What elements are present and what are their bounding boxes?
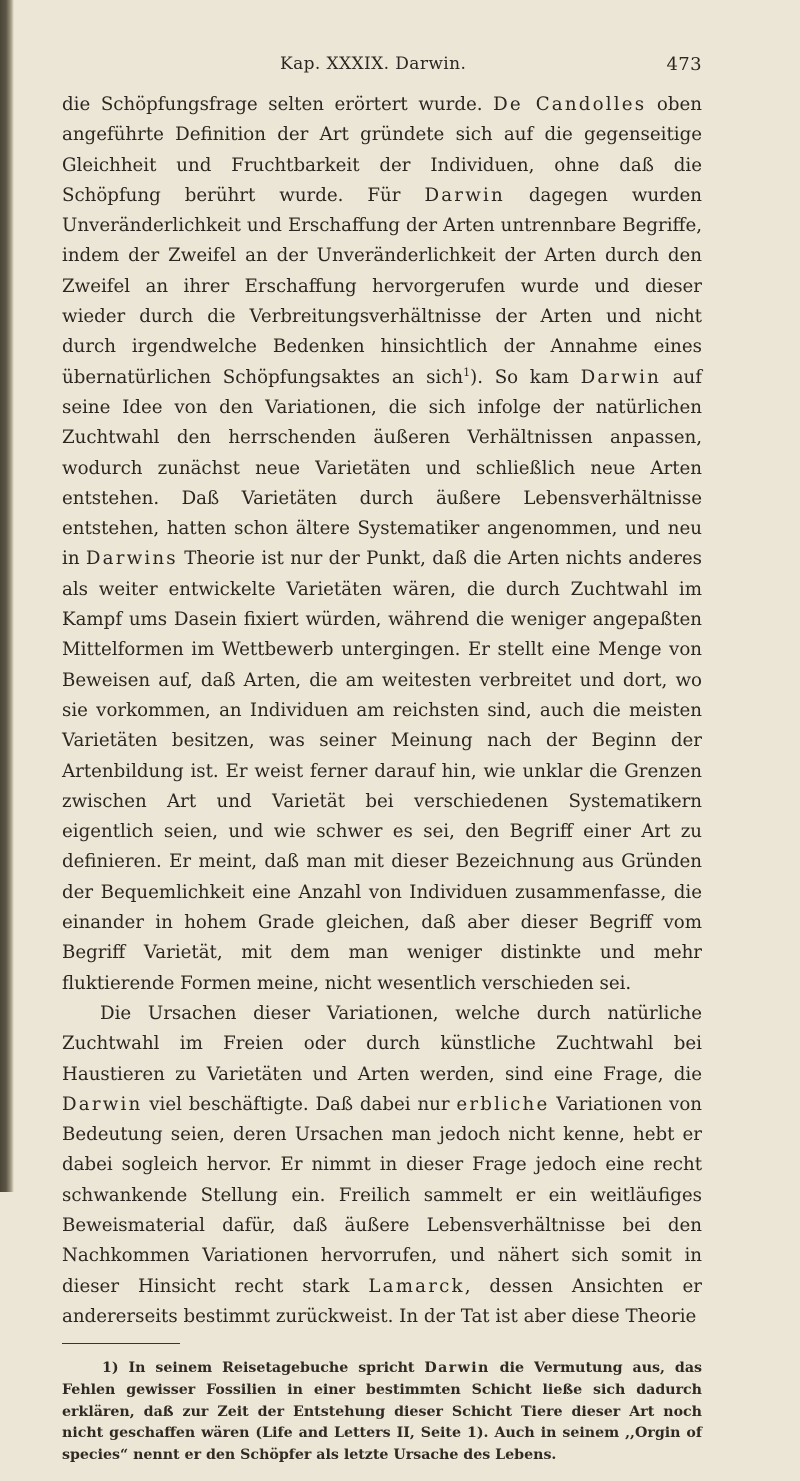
text-run: , dessen Ansichten er andererseits bestimmt zurückweist. In der Tat ist aber diese Theorie (62, 1275, 702, 1327)
footnote-marker: 1 (463, 365, 471, 379)
book-spine-edge (0, 0, 14, 1192)
paragraph-2 (62, 999, 702, 1332)
running-header (62, 46, 702, 86)
text-run: viel beschäftigte. Daß dabei nur (142, 1093, 457, 1115)
text-run: dagegen wurden Unveränderlichkeit und Erschaffung der Arten untrennbare Begriffe, indem der Zweifel an der Unveränderlichkeit der Arten durch den Zweifel an ihrer Erschaffung hervorgerufen wurde und dieser wieder durch die Verbreitungsverhältnisse der Arten und nicht durch irgendwelche Bedenken hinsichtlich der Annahme eines übernatürlichen Schöpfungsaktes an sich (62, 184, 702, 388)
text-run: Variationen von Bedeutung seien, deren Ursachen man jedoch nicht kenne, hebt er dabei sogleich hervor. Er nimmt in dieser Frage jedoch eine recht schwankende Stellung ein. Freilich sammelt er ein weitläufiges Beweismaterial dafür, daß äußere Lebensverhältnisse bei den Nachkommen Variationen hervorrufen, und nähert sich somit in dieser Hinsicht recht stark (62, 1093, 702, 1297)
text-run: die Vermutung aus, das Fehlen gewisser Fossilien in einer bestimmten Schicht ließe sich dadurch erklären, daß zur Zeit der Entstehung dieser Schicht Tiere dieser Art noch nicht geschaffen wären (Life and Letters II, Seite 1). Auch in seinem ,,Orgin of species“ nennt er den Schöpfer als letzte Ursache des Lebens. (62, 1360, 702, 1464)
text-run: 1) In seinem Reisetagebuche spricht (102, 1360, 425, 1377)
text-run: auf seine Idee von den Variationen, die sich infolge der natürlichen Zuchtwahl den herrschenden äußeren Verhältnissen anpassen, wodurch zunächst neue Varietäten und schließlich neue Arten entstehen. Daß Varietäten durch äußere Lebensverhältnisse entstehen, hatten schon ältere Systematiker angenommen, und neu in (62, 366, 702, 570)
spaced-name: erbliche (456, 1093, 550, 1115)
text-run: oben angeführte Definition der Art gründete sich auf die gegenseitige Gleichheit und Fruchtbarkeit der Individuen, ohne daß die Schöpfung berührt wurde. Für (62, 94, 702, 206)
page-number: 473 (666, 54, 702, 75)
spaced-name: Darwin (62, 1093, 143, 1115)
chapter-header-title: Kap. XXXIX. Darwin. (280, 54, 467, 74)
spaced-name: Darwin (424, 184, 505, 206)
text-run: Theorie ist nur der Punkt, daß die Arten nichts anderes als weiter entwickelte Varietäten wären, die durch Zuchtwahl im Kampf ums Dasein fixiert würden, während die weniger angepaßten Mittelformen im Wettbewerb untergingen. Er stellt eine Menge von Beweisen auf, daß Arten, die am weitesten verbreitet und dort, wo sie vorkommen, an Individuen am reichsten sind, auch die meisten Varietäten besitzen, was seiner Meinung nach der Beginn der Artenbildung ist. Er weist ferner darauf hin, wie unklar die Grenzen zwischen Art und Varietät bei verschiedenen Systematikern eigentlich seien, und wie schwer es sei, den Begriff einer Art zu definieren. Er meint, daß man mit dieser Bezeichnung aus Gründen der Bequemlichkeit eine Anzahl von Individuen zusammenfasse, die einander in hohem Grade gleichen, daß aber dieser Begriff vom Begriff Varietät, mit dem man weniger distinkte und mehr fluktierende Formen meine, nicht wesentlich verschieden sei. (62, 548, 702, 994)
book-page (62, 0, 702, 1481)
spaced-name: Lamarck (368, 1275, 465, 1297)
spaced-name: Darwin (424, 1360, 490, 1377)
spaced-name: Darwin (580, 366, 662, 388)
text-run: ). So kam (470, 366, 581, 388)
text-run: die Schöpfungsfrage selten erörtert wurde. (62, 94, 494, 115)
footnote-1 (62, 1358, 702, 1467)
main-text (62, 90, 702, 1332)
paragraph-1 (62, 90, 702, 999)
footnote-separator (62, 1343, 180, 1344)
text-run: Die Ursachen dieser Variationen, welche durch natürliche Zuchtwahl im Freien oder durch künstliche Zuchtwahl bei Haustieren zu Varietäten und Arten werden, sind eine Frage, die (62, 1002, 702, 1085)
spaced-name: Darwins (85, 548, 178, 570)
spaced-name: De Candolles (493, 94, 647, 115)
